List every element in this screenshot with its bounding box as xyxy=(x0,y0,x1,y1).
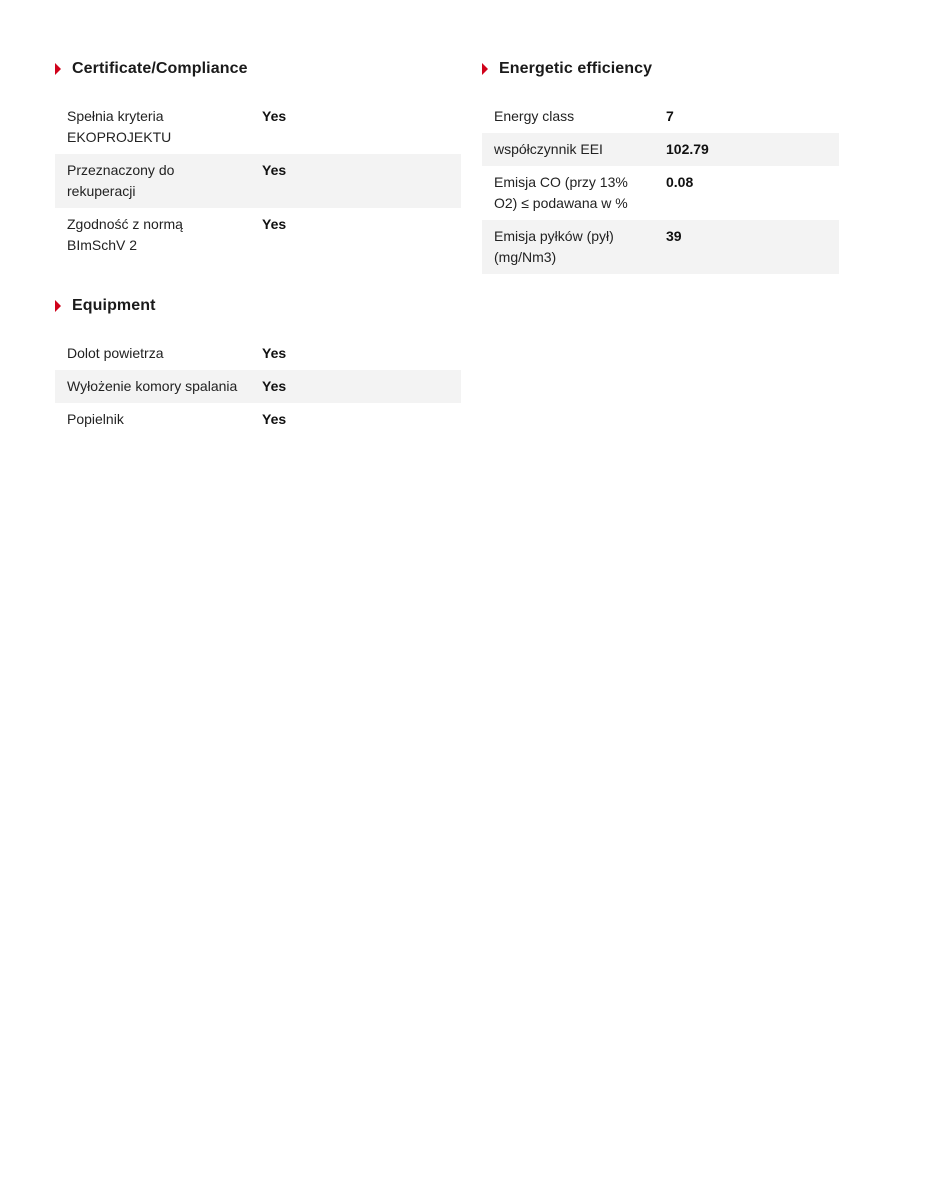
table-row xyxy=(482,100,839,133)
caret-right-icon xyxy=(482,63,488,75)
row-label-line: Spełnia kryteria xyxy=(67,108,164,124)
spec-table xyxy=(55,337,461,436)
row-label: Popielnik xyxy=(67,411,124,427)
row-label-line: rekuperacji xyxy=(67,183,136,199)
row-label-line: (mg/Nm3) xyxy=(494,249,557,265)
row-label-line: BImSchV 2 xyxy=(67,237,138,253)
table-row xyxy=(55,337,461,370)
row-label-line: Emisja pyłków (pył) xyxy=(494,228,614,244)
table-row xyxy=(55,154,461,208)
row-value: 7 xyxy=(666,108,674,124)
row-value: Yes xyxy=(262,162,287,178)
section-header xyxy=(55,295,461,317)
table-row xyxy=(55,100,461,154)
row-label: Dolot powietrza xyxy=(67,345,164,361)
caret-right-icon xyxy=(55,63,61,75)
section-title: Certificate/Compliance xyxy=(72,60,248,77)
table-row xyxy=(55,370,461,403)
table-row xyxy=(55,403,461,436)
certificate-compliance-section xyxy=(55,58,461,262)
spec-table xyxy=(482,100,839,274)
row-label-line: EKOPROJEKTU xyxy=(67,129,172,145)
section-title: Equipment xyxy=(72,297,156,314)
section-header xyxy=(482,58,839,80)
row-value: 102.79 xyxy=(666,141,709,157)
row-value: Yes xyxy=(262,411,287,427)
row-label xyxy=(67,160,262,202)
equipment-section xyxy=(55,295,461,436)
row-label: Wyłożenie komory spalania xyxy=(67,378,238,394)
section-title: Energetic efficiency xyxy=(499,60,653,77)
row-label xyxy=(67,214,262,256)
energetic-efficiency-section xyxy=(482,58,839,274)
spec-table xyxy=(55,100,461,262)
table-row xyxy=(482,133,839,166)
row-label: współczynnik EEI xyxy=(494,141,603,157)
row-value: 39 xyxy=(666,228,682,244)
row-value: Yes xyxy=(262,378,287,394)
row-value: 0.08 xyxy=(666,174,694,190)
row-label-line: Przeznaczony do xyxy=(67,162,175,178)
row-label: Energy class xyxy=(494,108,575,124)
table-row xyxy=(482,220,839,274)
table-row xyxy=(55,208,461,262)
row-label-line: O2) ≤ podawana w % xyxy=(494,195,628,211)
row-label xyxy=(67,106,262,148)
row-label xyxy=(494,226,666,268)
row-value: Yes xyxy=(262,216,287,232)
row-value: Yes xyxy=(262,345,287,361)
row-value: Yes xyxy=(262,108,287,124)
caret-right-icon xyxy=(55,300,61,312)
section-header xyxy=(55,58,461,80)
row-label-line: Emisja CO (przy 13% xyxy=(494,174,628,190)
row-label-line: Zgodność z normą xyxy=(67,216,183,232)
table-row xyxy=(482,166,839,220)
row-label xyxy=(494,172,666,214)
